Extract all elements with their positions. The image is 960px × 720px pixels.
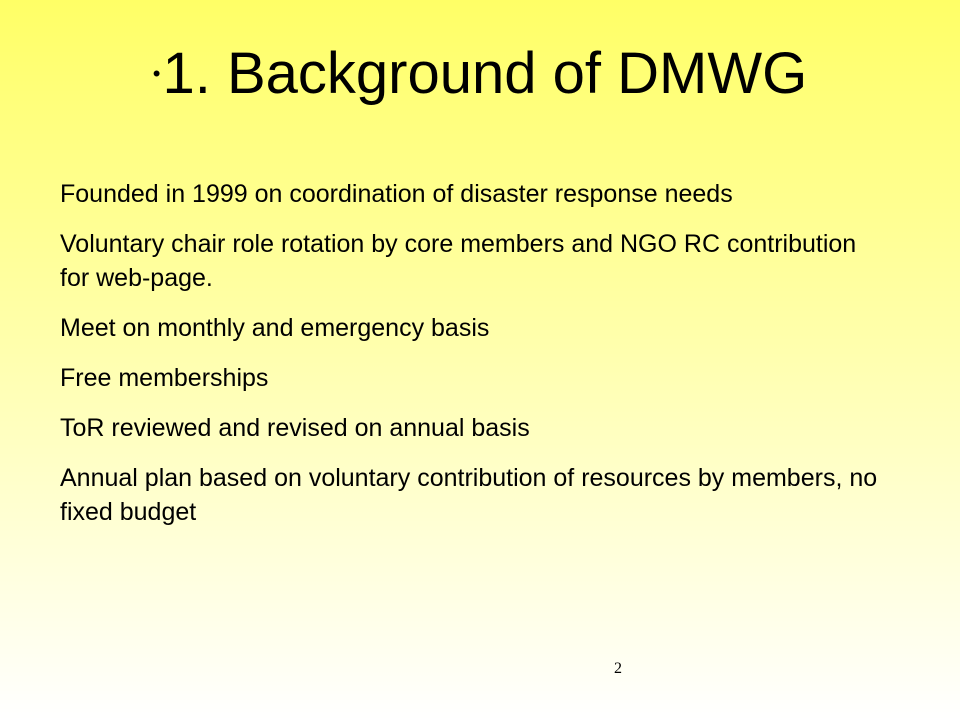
list-item: Voluntary chair role rotation by core members and NGO RC contribution for web-page. — [60, 230, 857, 292]
title-text: 1. Background of DMWG — [162, 41, 808, 106]
slide-title — [0, 38, 960, 110]
list-item: ToR reviewed and revised on annual basis — [60, 414, 530, 442]
page-number: 2 — [614, 660, 622, 677]
list-item: Free memberships — [60, 364, 269, 392]
title-bullet-icon: • — [152, 61, 161, 86]
list-item: Annual plan based on voluntary contribution of resources by members, no fixed budget — [60, 464, 878, 526]
bullet-list — [60, 177, 880, 545]
list-item: Founded in 1999 on coordination of disaster response needs — [60, 180, 733, 208]
list-item: Meet on monthly and emergency basis — [60, 314, 490, 342]
